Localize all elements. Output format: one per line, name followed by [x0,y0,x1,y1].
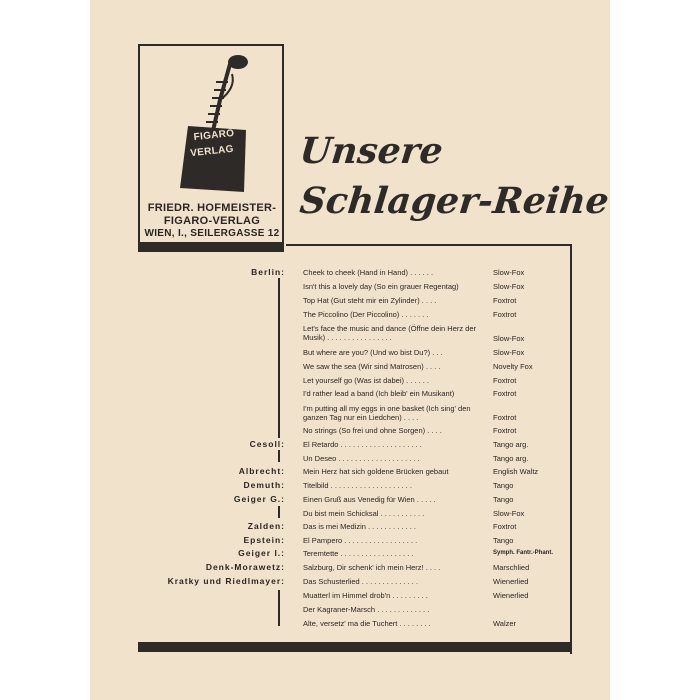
song-title: Titelbild . . . . . . . . . . . . . . . . . . . . [303,481,412,490]
separator-cesoll [278,450,280,462]
song-title: But where are you? (Und wo bist Du?) . . . [303,348,443,357]
song-title: Isn't this a lovely day (So ein grauer Regentag) [303,282,459,291]
song-genre: English Waltz [493,467,539,476]
song-title: Let's face the music and dance (Öffne dein Herz der Musik) . . . . . . . . . . . . . . . . [303,324,477,342]
song-genre: Marschlied [493,563,530,572]
song-title: Muatterl im Himmel drob'n . . . . . . . . . [303,591,428,600]
composer-kratky-riedlmayer: Kratky und Riedlmayer: [167,576,285,586]
song-genre: Wienerlied [493,577,529,586]
bottom-bar [138,642,572,652]
logo-word-verlag: VERLAG [189,143,235,160]
song-title: El Pampero . . . . . . . . . . . . . . . . . . [303,536,418,545]
song-genre: Foxtrot [493,310,517,319]
song-title: Teremtette . . . . . . . . . . . . . . . . . . [303,549,414,558]
song-genre: Slow-Fox [493,509,525,518]
separator-geiger-g [278,506,280,518]
song-genre: Tango [493,495,514,504]
song-title: We saw the sea (Wir sind Matrosen) . . . . [303,362,441,371]
song-title: I'm putting all my eggs in one basket (Ich sing' den ganzen Tag nur ein Liedchen) . . . . [303,404,471,422]
song-title: Das is mei Medizin . . . . . . . . . . . . [303,522,416,531]
song-genre: Slow-Fox [493,348,525,357]
song-title: Mein Herz hat sich goldene Brücken gebaut [303,467,449,476]
composer-denk-morawetz: Denk-Morawetz: [205,562,285,572]
song-title: The Piccolino (Der Piccolino) . . . . . . . [303,310,429,319]
composer-geiger-g: Geiger G.: [233,494,285,504]
composer-epstein: Epstein: [243,535,285,545]
song-title: Alte, versetz' ma die Tuchert . . . . . . . . [303,619,431,628]
song-title: Top Hat (Gut steht mir ein Zylinder) . . . . [303,296,437,305]
song-title: No strings (So frei und ohne Sorgen) . . . . [303,426,442,435]
song-genre: Tango arg. [493,440,529,449]
song-genre: Foxtrot [493,376,517,385]
song-title: I'd rather lead a band (Ich bleib' ein Musikant) [303,389,455,398]
song-title: Cheek to cheek (Hand in Hand) . . . . . . [303,268,434,277]
song-genre: Slow-Fox [493,282,525,291]
song-title: Du bist mein Schicksal . . . . . . . . . . . [303,509,425,518]
composer-geiger-i: Geiger I.: [238,548,285,558]
logo-underline-bar [138,242,284,252]
song-genre: Tango arg. [493,454,529,463]
song-title: El Retardo . . . . . . . . . . . . . . . . . . . . [303,440,422,449]
song-genre: Wienerlied [493,591,529,600]
composer-albrecht: Albrecht: [238,466,285,476]
song-genre: Slow-Fox [493,334,525,343]
heading-line-2: Schlager-Reihe [297,180,611,222]
composer-berlin: Berlin: [251,267,285,277]
song-title: Let yourself go (Was ist dabei) . . . . . . [303,376,430,385]
song-genre: Foxtrot [493,522,517,531]
song-genre: Novelty Fox [493,362,533,371]
song-genre: Walzer [493,619,517,628]
figaro-note-logo-icon [150,52,272,200]
logo-word-figaro: FIGARO [193,127,235,144]
publisher-name-line-2: FIGARO-VERLAG [163,215,261,227]
song-title: Das Schusterlied . . . . . . . . . . . . . . [303,577,419,586]
song-genre: Symph. Fantr.-Phant. [493,550,554,556]
composer-cesoll: Cesoll: [249,439,285,449]
song-title: Der Kagraner-Marsch . . . . . . . . . . . . . [303,605,430,614]
separator-berlin [278,278,280,438]
composer-demuth: Demuth: [243,480,285,490]
song-genre: Slow-Fox [493,268,525,277]
song-title: Einen Gruß aus Venedig für Wien . . . . . [303,495,436,504]
separator-kratky [278,590,280,626]
song-genre: Foxtrot [493,389,517,398]
publisher-name-line-1: FRIEDR. HOFMEISTER- [147,202,277,214]
composer-zalden: Zalden: [247,521,285,531]
song-genre: Foxtrot [493,413,517,422]
publisher-address: WIEN, I., SEILERGASSE 12 [144,228,280,239]
song-title: Un Deseo . . . . . . . . . . . . . . . . . . . . [303,454,420,463]
heading-line-1: Unsere [297,130,445,172]
song-genre: Tango [493,536,514,545]
song-genre: Foxtrot [493,296,517,305]
song-genre: Foxtrot [493,426,517,435]
song-title: Salzburg, Dir schenk' ich mein Herz! . . . . [303,563,441,572]
song-genre: Tango [493,481,514,490]
